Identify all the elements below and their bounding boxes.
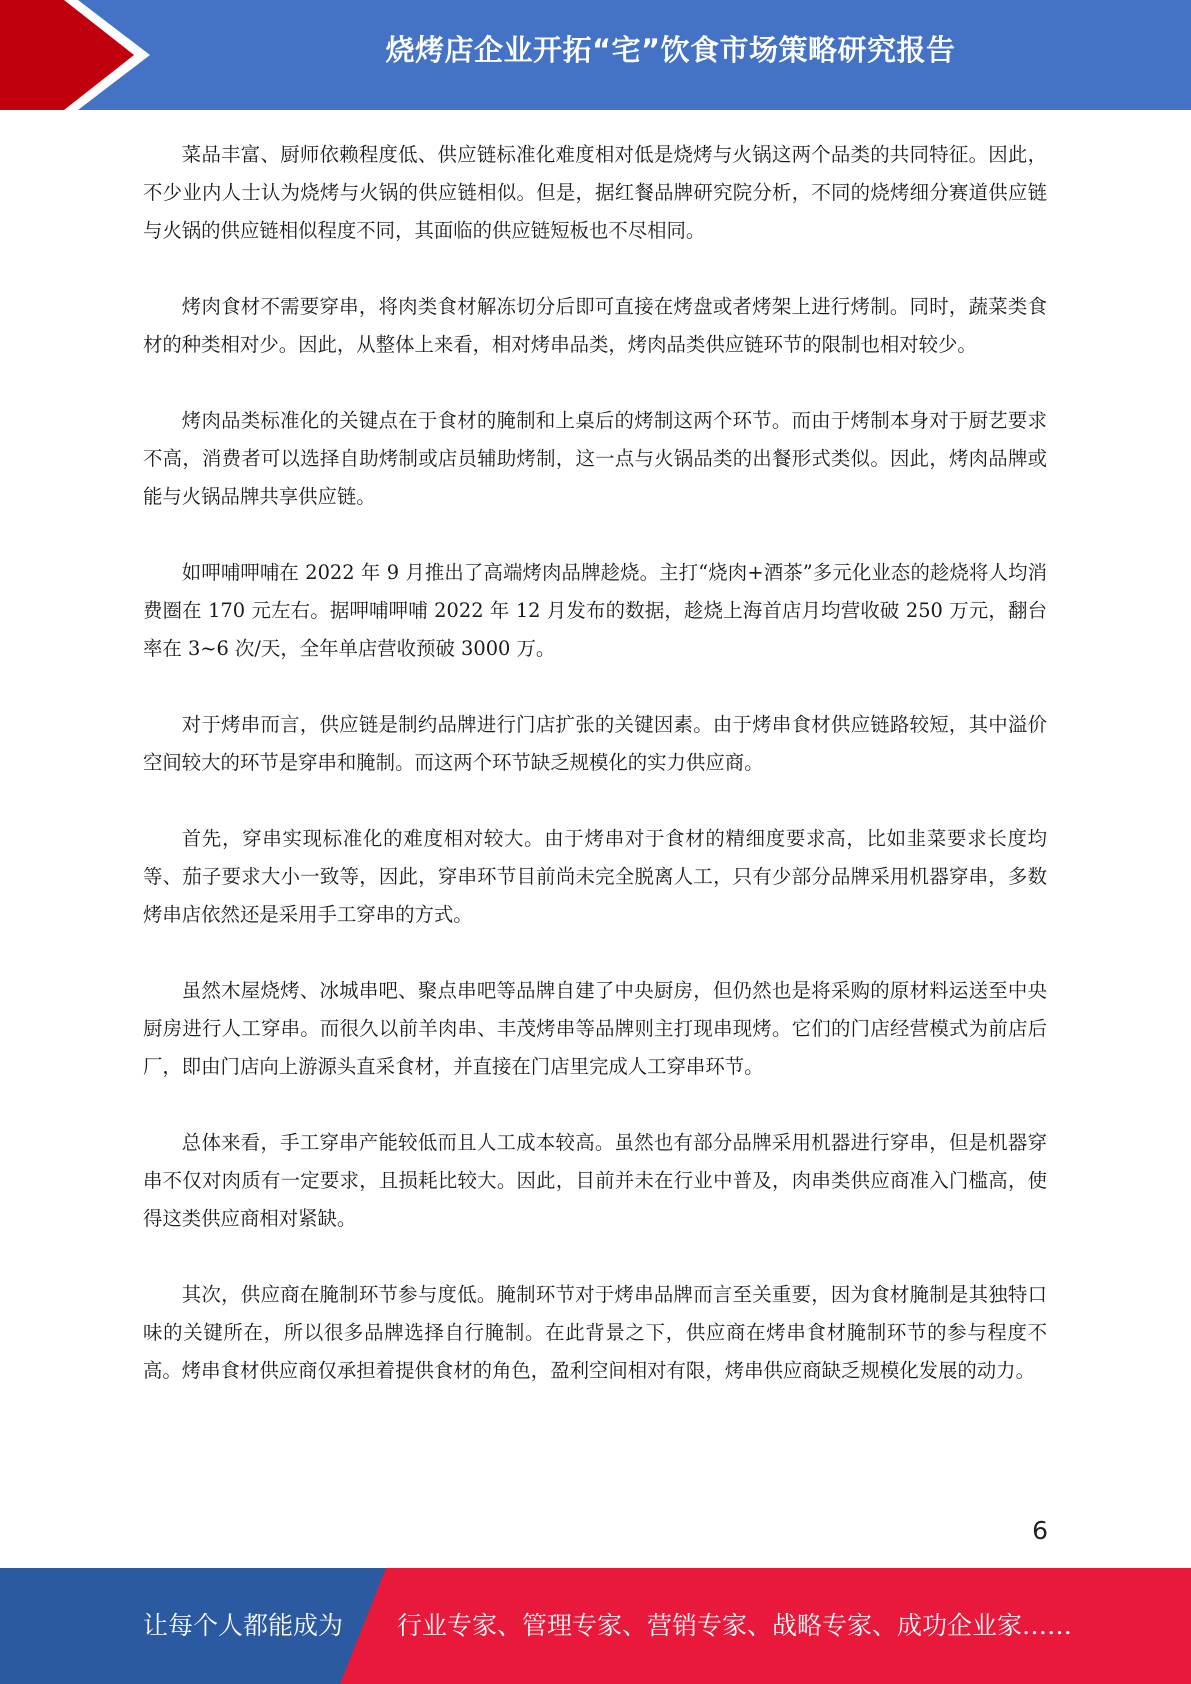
paragraph: 烤肉食材不需要穿串，将肉类食材解冻切分后即可直接在烤盘或者烤架上进行烤制。同时，蔬菜类食材的种类相对少。因此，从整体上来看，相对烤串品类，烤肉品类供应链环节的限制也相对较少。 — [143, 295, 1047, 356]
paragraph: 如呷哺呷哺在 2022 年 9 月推出了高端烤肉品牌趁烧。主打“烧肉+酒茶”多元化业态的趁烧将人均消费圈在 170 元左右。据呷哺呷哺 2022 年 12 月发布的数据，趁烧上海首店月均营收破 250 万元，翻台率在 3~6 次/天，全年单店营收预破 3000 万。 — [143, 561, 1047, 660]
paragraph: 菜品丰富、厨师依赖程度低、供应链标准化难度相对低是烧烤与火锅这两个品类的共同特征。因此，不少业内人士认为烧烤与火锅的供应链相似。但是，据红餐品牌研究院分析，不同的烧烤细分赛道供应链与火锅的供应链相似程度不同，其面临的供应链短板也不尽相同。 — [143, 143, 1047, 242]
body-text — [143, 136, 1047, 1428]
paragraph: 烤肉品类标准化的关键点在于食材的腌制和上桌后的烤制这两个环节。而由于烤制本身对于厨艺要求不高，消费者可以选择自助烤制或店员辅助烤制，这一点与火锅品类的出餐形式类似。因此，烤肉品牌或能与火锅品牌共享供应链。 — [143, 409, 1047, 508]
paragraph: 总体来看，手工穿串产能较低而且人工成本较高。虽然也有部分品牌采用机器进行穿串，但是机器穿串不仅对肉质有一定要求，且损耗比较大。因此，目前并未在行业中普及，肉串类供应商准入门槛高，使得这类供应商相对紧缺。 — [143, 1131, 1047, 1230]
paragraph: 虽然木屋烧烤、冰城串吧、聚点串吧等品牌自建了中央厨房，但仍然也是将采购的原材料运送至中央厨房进行人工穿串。而很久以前羊肉串、丰茂烤串等品牌则主打现串现烤。它们的门店经营模式为前店后厂，即由门店向上游源头直采食材，并直接在门店里完成人工穿串环节。 — [143, 979, 1047, 1078]
paragraph: 首先，穿串实现标准化的难度相对较大。由于烤串对于食材的精细度要求高，比如韭菜要求长度均等、茄子要求大小一致等，因此，穿串环节目前尚未完全脱离人工，只有少部分品牌采用机器穿串，多数烤串店依然还是采用手工穿串的方式。 — [143, 827, 1047, 926]
paragraph: 其次，供应商在腌制环节参与度低。腌制环节对于烤串品牌而言至关重要，因为食材腌制是其独特口味的关键所在，所以很多品牌选择自行腌制。在此背景之下，供应商在烤串食材腌制环节的参与程度不高。烤串食材供应商仅承担着提供食材的角色，盈利空间相对有限，烤串供应商缺乏规模化发展的动力。 — [143, 1283, 1047, 1382]
footer-slogan-left: 让每个人都能成为 — [143, 1611, 344, 1640]
report-title: 烧烤店企业开拓“宅”饮食市场策略研究报告 — [385, 33, 956, 67]
footer-slogan-right: 行业专家、管理专家、营销专家、战略专家、成功企业家…… — [397, 1611, 1073, 1640]
page-header — [0, 0, 1191, 110]
paragraph: 对于烤串而言，供应链是制约品牌进行门店扩张的关键因素。由于烤串食材供应链路较短，其中溢价空间较大的环节是穿串和腌制。而这两个环节缺乏规模化的实力供应商。 — [143, 713, 1047, 774]
page-footer — [0, 1568, 1191, 1684]
page-number: 6 — [1032, 1516, 1048, 1545]
header-chevron-arrow — [0, 0, 140, 110]
